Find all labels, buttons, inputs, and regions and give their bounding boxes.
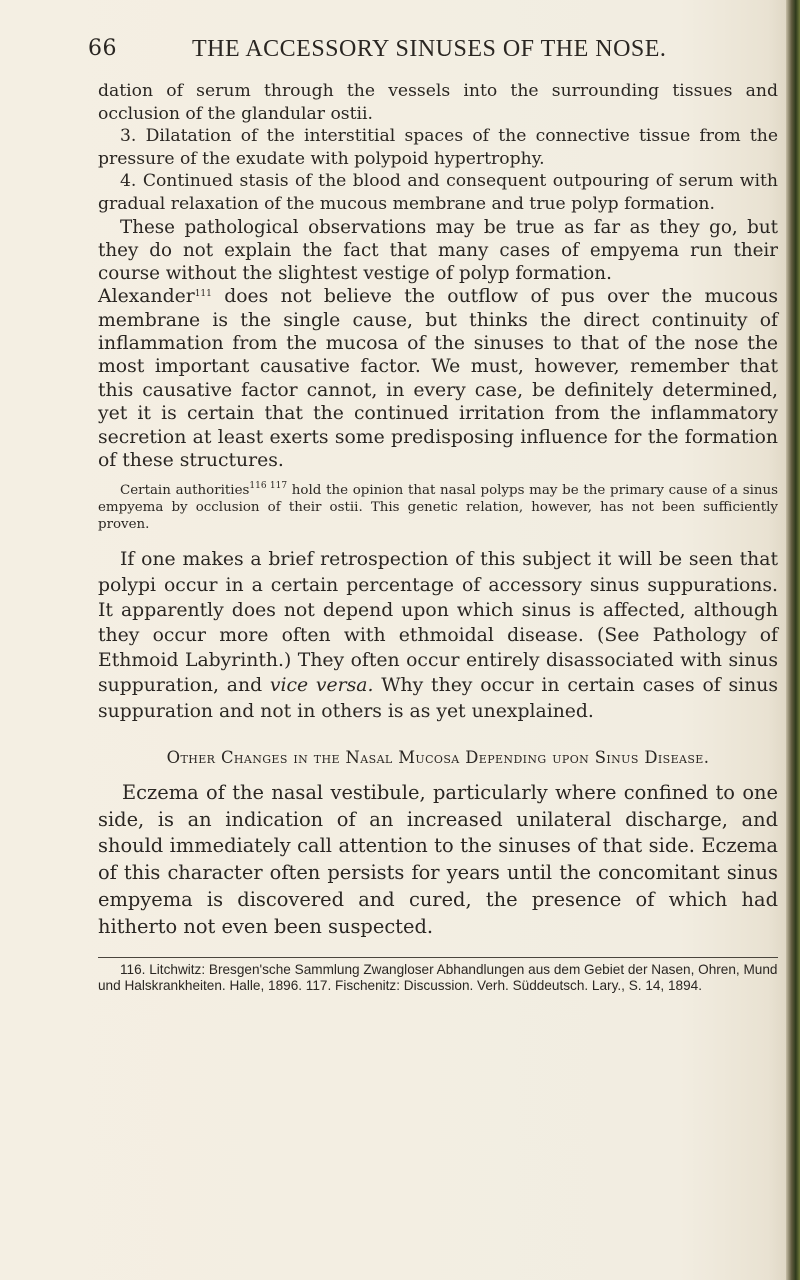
reference-mark: 116 117 [249, 481, 288, 492]
paragraph-retrospection [98, 547, 778, 723]
paragraph-text: does not believe the outflow of pus over the mucous membrane is the single cause, but thinks the direct continuity of inflammation from the mucosa of the sinuses to that of the nose the most important causative factor. We must, however, remember that this causative factor cannot, in every case, be definitely determined, yet it is certain that the continued irritation from the inflammatory secretion at least exerts some predisposing influence for the formation of these structures. [98, 286, 778, 472]
author-name: Alexander [98, 286, 195, 308]
section-heading: Other Changes in the Nasal Mucosa Depending upon Sinus Disease. [166, 747, 710, 767]
paragraph-pathological: These pathological observations may be true as far as they go, but they do not explain the fact that many cases of empyema run their course without the slightest vestige of polyp formation. [98, 216, 778, 284]
list-item-3: 3. Dilatation of the interstitial spaces of the connective tissue from the pressure of the exudate with polypoid hypertrophy. [98, 126, 778, 169]
page-body [98, 80, 778, 994]
running-title: THE ACCESSORY SINUSES OF THE NOSE. [192, 36, 667, 62]
footnote-divider [98, 957, 778, 958]
list-item-4: 4. Continued stasis of the blood and consequent outpouring of serum with gradual relaxation of the mucous membrane and true polyp formation. [98, 171, 778, 214]
small-note-text: hold the opinion that nasal polyps may be the primary cause of a sinus empyema by occlusion of their ostii. This genetic relation, however, has not been sufficiently proven. [98, 483, 778, 533]
paragraph-text: Why they occur in certain cases of sinus suppuration and not in others is as yet unexplained. [98, 675, 779, 722]
paragraph-eczema: Eczema of the nasal vestibule, particularly where confined to one side, is an indication of an increased unilateral discharge, and should immediately call attention to the sinuses of that side. Eczema of this character often persists for years until the concomitant sinus empyema is discovered and cured, the presence of which had hitherto not even been suspected. [98, 780, 778, 938]
small-print-note [98, 482, 778, 533]
paragraph-alexander [98, 285, 778, 472]
paragraph-text: If one makes a brief retrospection of this subject it will be seen that polypi occur in a certain percentage of accessory sinus suppurations. It apparently does not depend upon which sinus is affected, although they occur more often with ethmoidal disease. (See Pathology of Ethmoid Labyrinth.) They often occur entirely disassociated with sinus suppuration, and [98, 549, 778, 697]
footnote: 116. Litchwitz: Bresgen'sche Sammlung Zwangloser Abhandlungen aus dem Gebiet der Nasen, Ohren, Mund und Halskrankheiten. Halle, 1896. 117. Fischenitz: Discussion. Verh. Süddeutsch. Lary., S. 14, 1894. [98, 961, 778, 993]
small-note-lead: Certain authorities [120, 483, 250, 499]
page-number: 66 [88, 36, 117, 61]
italic-phrase: vice versa. [269, 675, 374, 697]
paragraph-continuation: dation of serum through the vessels into the surrounding tissues and occlusion of the glandular ostii. [98, 81, 778, 124]
reference-mark: 111 [194, 289, 212, 300]
page-edge [786, 0, 800, 1280]
